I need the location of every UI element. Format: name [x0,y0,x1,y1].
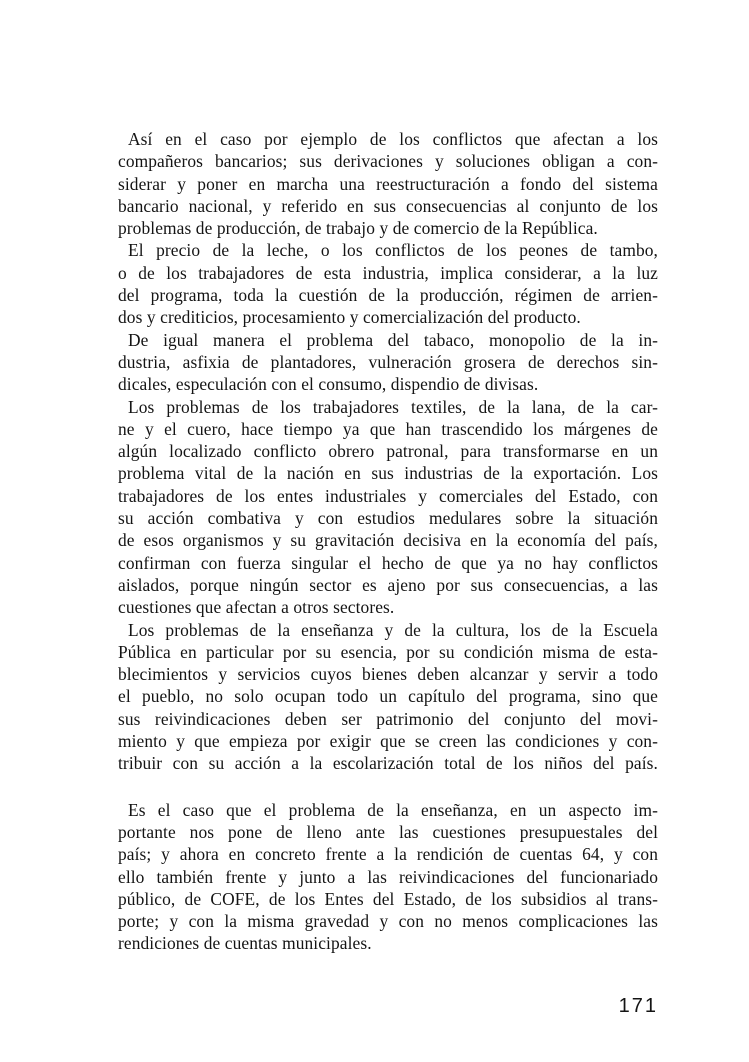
text-line: país; y ahora en concreto frente a la rendición de cuentas 64, y con [118,844,658,865]
text-line: público, de COFE, de los Entes del Estado, de los subsidios al trans- [118,888,658,909]
text-line: ne y el cuero, hace tiempo ya que han trascendido los márgenes de [118,418,658,439]
text-line: ello también frente y junto a las reivindicaciones del funcionariado [118,866,658,887]
text-line: rendiciones de cuentas municipales. [118,933,372,954]
text-line: aislados, porque ningún sector es ajeno por sus consecuencias, a las [118,574,658,595]
text-line: Pública en particular por su esencia, por su condición misma de esta- [118,641,658,662]
text-line: compañeros bancarios; sus derivaciones y soluciones obligan a con- [118,151,658,172]
text-line: su acción combativa y con estudios medulares sobre la situación [118,508,658,529]
text-line: confirman con fuerza singular el hecho de que ya no hay conflictos [118,552,658,573]
text-block-2 [118,799,658,955]
text-line: sus reivindicaciones deben ser patrimonio del conjunto del movi- [118,708,658,729]
document-body [118,128,658,955]
text-line: siderar y poner en marcha una reestructuración a fondo del sistema [118,173,658,194]
text-line: o de los trabajadores de esta industria, implica considerar, a la luz [118,262,658,283]
text-line: del programa, toda la cuestión de la producción, régimen de arrien- [118,285,658,306]
text-line: bancario nacional, y referido en sus consecuencias al conjunto de los [118,195,658,216]
text-line: De igual manera el problema del tabaco, monopolio de la in- [128,329,658,350]
text-line: Así en el caso por ejemplo de los conflictos que afectan a los [128,129,658,149]
text-line: Los problemas de los trabajadores textiles, de la lana, de la car- [128,396,658,417]
text-line: trabajadores de los entes industriales y comerciales del Estado, con [118,485,658,506]
text-line: El precio de la leche, o los conflictos de los peones de tambo, [128,240,658,261]
text-line: problema vital de la nación en sus industrias de la exportación. Los [118,463,658,484]
text-line: algún localizado conflicto obrero patronal, para transformarse en un [118,441,658,462]
page-number: 171 [618,995,658,1017]
text-line: el pueblo, no solo ocupan todo un capítulo del programa, sino que [118,686,658,707]
text-line: miento y que empieza por exigir que se creen las condiciones y con- [118,731,658,752]
text-line: problemas de producción, de trabajo y de comercio de la República. [118,218,598,239]
text-line: de esos organismos y su gravitación decisiva en la economía del país, [118,530,658,551]
text-line: porte; y con la misma gravedad y con no menos complicaciones las [118,911,658,932]
text-line: Los problemas de la enseñanza y de la cultura, los de la Escuela [128,619,658,640]
text-block-1 [118,128,658,775]
text-line: cuestiones que afectan a otros sectores. [118,597,395,618]
text-line: blecimientos y servicios cuyos bienes deben alcanzar y servir a todo [118,664,658,685]
text-line: dustria, asfixia de plantadores, vulneración grosera de derechos sin- [118,351,658,372]
text-line: dos y crediticios, procesamiento y comercialización del producto. [118,307,581,328]
text-line: Es el caso que el problema de la enseñanza, en un aspecto im- [128,799,658,820]
text-line: portante nos pone de lleno ante las cuestiones presupuestales del [118,821,658,842]
paragraph-gap [118,775,658,799]
text-line: dicales, especulación con el consumo, dispendio de divisas. [118,374,539,395]
text-line: tribuir con su acción a la escolarización total de los niños del país. [118,753,658,774]
